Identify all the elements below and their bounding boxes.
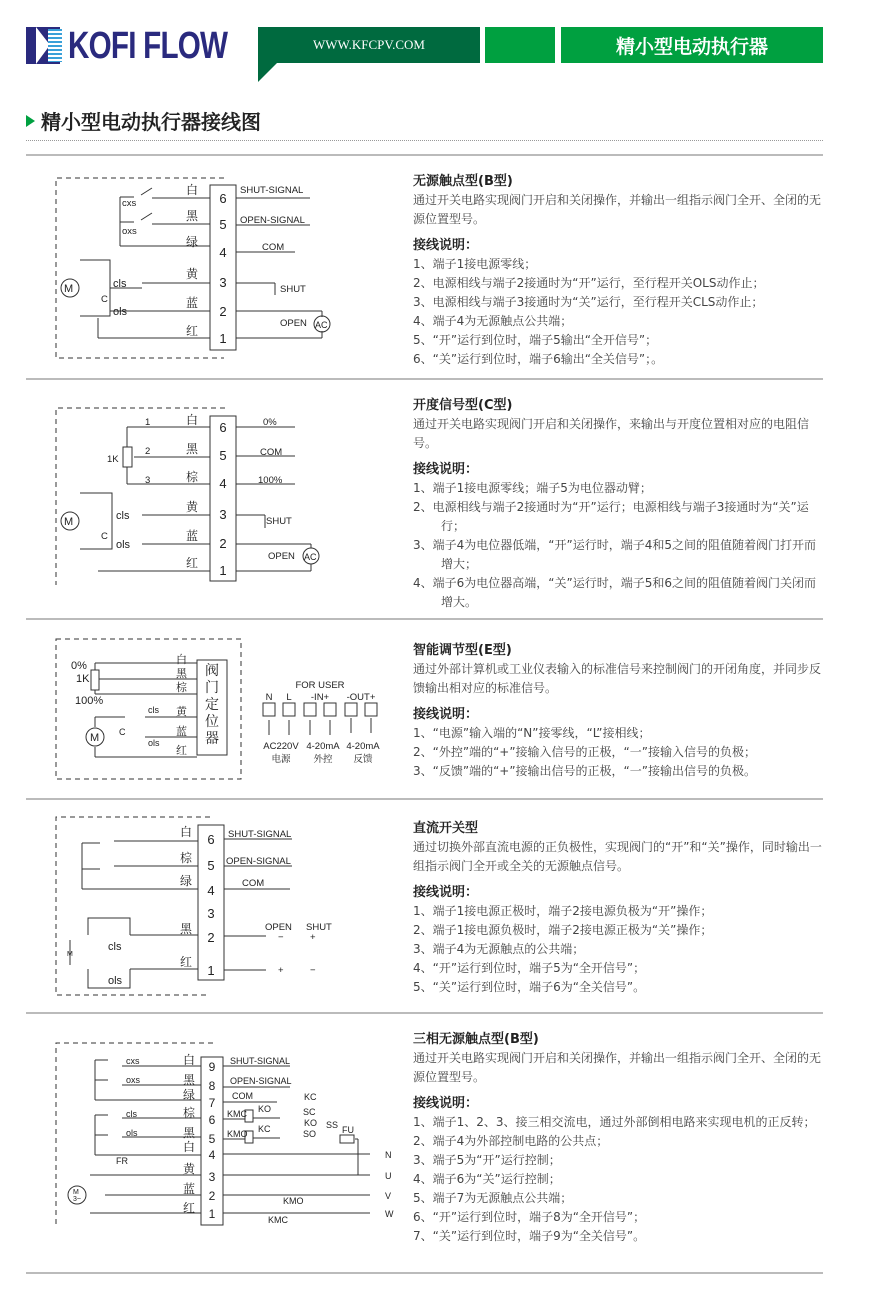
wire-color-label: 红 <box>183 1201 196 1215</box>
wire-color-label: 白 <box>176 654 187 666</box>
switch-label: ols <box>113 306 128 318</box>
terminal-number: 4 <box>219 476 227 491</box>
pot-pin-label: 2 <box>145 446 151 457</box>
terminal-number: 7 <box>208 1096 216 1110</box>
motor-icon: M <box>73 1189 79 1196</box>
wire-color-label: 黄 <box>186 500 199 514</box>
polarity-sign: − <box>310 965 316 976</box>
wire-color-label: 红 <box>186 324 199 338</box>
terminal-number: 5 <box>207 858 215 873</box>
terminal-number: 6 <box>207 832 215 847</box>
terminal-head-label: N <box>265 692 273 703</box>
terminal-number: 1 <box>219 331 227 346</box>
switch-label: cls <box>108 941 122 953</box>
switch-label: cls <box>126 1109 137 1119</box>
relay-label: KO <box>258 1104 272 1114</box>
contactor-label: KMC <box>268 1215 288 1225</box>
terminal-number: 3 <box>208 1170 216 1184</box>
relay-label: KC <box>304 1092 317 1102</box>
wiring-note-item: 1、端子1接电源正极时，端子2接电源负极为“开”操作； <box>413 904 713 918</box>
terminal-number: 3 <box>219 507 227 522</box>
wire-color-label: 白 <box>183 1140 196 1154</box>
motor-phase-label: 3~ <box>73 1196 81 1203</box>
pot-high-label: 100% <box>75 695 104 707</box>
output-label: SHUT-SIGNAL <box>230 1056 291 1066</box>
section-heading: 无源触点型(B型) <box>413 174 513 189</box>
wire-color-label: 黄 <box>183 1162 196 1176</box>
group-name-label: 电源 <box>271 754 291 765</box>
wiring-notes-heading: 接线说明： <box>413 885 479 900</box>
wire-color-label: 蓝 <box>186 296 199 310</box>
terminal-head-label: -IN+ <box>310 692 330 703</box>
wiring-note-item: 3、端子4为无源触点的公共端； <box>413 942 585 956</box>
output-label: COM <box>262 242 285 253</box>
wire-color-label: 棕 <box>176 682 187 694</box>
contactor-label: KMO <box>283 1196 304 1206</box>
wiring-note-item: 4、端子4为无源触点公共端； <box>413 314 573 328</box>
wire-color-label: 红 <box>180 955 193 969</box>
terminal-number: 9 <box>208 1060 216 1074</box>
wiring-note-item: 3、电源相线与端子3接通时为“关”运行，至行程开关CLS动作止； <box>413 295 764 309</box>
signal-label: 4-20mA <box>306 741 340 752</box>
product-title: 精小型电动执行器 <box>561 27 823 63</box>
terminal-number: 4 <box>219 245 227 260</box>
section-description: 通过开关电路实现阀门开启和关闭操作，并输出一组指示阀门全开、全闭的无源位置型号。 <box>413 1051 822 1084</box>
potentiometer-label: 1K <box>107 454 119 465</box>
wiring-note-item: 2、端子1接电源负极时，端子2接电源正极为“关”操作； <box>413 923 713 937</box>
pot-pin-label: 1 <box>145 417 151 428</box>
switch-label: cls <box>116 510 130 522</box>
wire-color-label: 黑 <box>183 1073 196 1087</box>
wire-color-label: 黑 <box>186 209 199 223</box>
terminal-number: 1 <box>208 1207 216 1221</box>
terminal-number: 6 <box>208 1113 216 1127</box>
polarity-sign: + <box>310 932 316 943</box>
relay-label: KMC <box>227 1109 247 1119</box>
terminal-number: 2 <box>208 1189 216 1203</box>
polarity-head: OPEN <box>265 922 292 933</box>
output-label: COM <box>242 878 265 889</box>
switch-label: ols <box>126 1128 138 1138</box>
terminal-number: 5 <box>219 448 227 463</box>
pot-low-label: 0% <box>71 660 87 672</box>
wiring-note-item: 2、电源相线与端子2接通时为“开”运行，至行程开关OLS动作止； <box>413 276 765 290</box>
switch-label: oxs <box>122 226 137 237</box>
output-label: OPEN-SIGNAL <box>230 1076 292 1086</box>
terminal-number: 8 <box>208 1079 216 1093</box>
terminal-number: 1 <box>207 963 215 978</box>
motor-icon: M <box>64 516 74 528</box>
wiring-note-item: 7、“关”运行到位时，端子9为“全关信号”。 <box>413 1229 646 1243</box>
section-heading: 智能调节型(E型) <box>413 643 512 658</box>
motor-icon: M <box>64 283 74 295</box>
section-heading: 直流开关型 <box>413 821 479 836</box>
wiring-note-item: 2、“外控”端的“+”接输入信号的正极，“一”接输入信号的负极； <box>413 745 756 759</box>
capacitor-label: C <box>101 531 108 542</box>
wiring-note-item: 5、端子7为无源触点公共端； <box>413 1191 573 1205</box>
relay-label: KMO <box>227 1129 248 1139</box>
wire-color-label: 蓝 <box>186 529 199 543</box>
wire-color-label: 白 <box>186 183 199 197</box>
terminal-number: 2 <box>219 536 227 551</box>
valve-positioner-label: 阀门定位器 <box>205 663 219 747</box>
switch-label: cxs <box>126 1056 140 1066</box>
group-name-label: 外控 <box>313 754 333 765</box>
output-label: OPEN-SIGNAL <box>226 856 291 867</box>
wire-color-label: 黑 <box>186 442 199 456</box>
polarity-head: SHUT <box>306 922 332 933</box>
wire-color-label: 蓝 <box>183 1182 196 1196</box>
output-label: COM <box>260 447 283 458</box>
motor-icon: M <box>90 732 100 744</box>
terminal-number: 6 <box>219 191 227 206</box>
switch-label: SS <box>326 1120 339 1130</box>
wiring-note-item: 4、端子6为电位器高端，“关”运行时，端子5和6之间的阻值随着阀门关闭而增大。 <box>413 576 816 609</box>
terminal-number: 5 <box>208 1132 216 1146</box>
switch-label: cls <box>113 278 127 290</box>
output-label: OPEN <box>268 551 295 562</box>
terminal-number: 4 <box>207 883 215 898</box>
signal-label: AC220V <box>263 741 299 752</box>
fr-label: FR <box>116 1156 128 1166</box>
ac-source-icon: AC <box>304 552 317 562</box>
wiring-note-item: 4、“开”运行到位时，端子5为“全开信号”； <box>413 961 646 975</box>
wire-color-label: 黑 <box>180 922 193 936</box>
wiring-note-item: 2、电源相线与端子2接通时为“开”运行；电源相线与端子3接通时为“关”运行； <box>413 500 809 533</box>
switch-label: SC <box>303 1107 316 1117</box>
page-title-text: 精小型电动执行器接线图 <box>41 110 261 134</box>
phase-label: N <box>385 1150 392 1160</box>
wire-color-label: 棕 <box>186 470 199 484</box>
output-label: 100% <box>258 475 283 486</box>
wire-color-label: 黑 <box>176 668 187 680</box>
output-label: COM <box>232 1091 253 1101</box>
wire-color-label: 黑 <box>183 1126 196 1140</box>
wiring-note-item: 6、“关”运行到位时，端子6输出“全关信号”；。 <box>413 352 664 366</box>
relay-label: KO <box>304 1118 318 1128</box>
polarity-sign: + <box>278 965 284 976</box>
logo-text: KOFI FLOW <box>68 25 228 67</box>
wiring-note-item: 6、“开”运行到位时，端子8为“全开信号”； <box>413 1210 646 1224</box>
output-label: OPEN <box>280 318 307 329</box>
output-label: SHUT <box>266 516 292 527</box>
terminal-number: 3 <box>219 275 227 290</box>
terminal-head-label: -OUT+ <box>346 692 376 703</box>
wiring-note-item: 1、“电源”输入端的“N”接零线，“L”接相线； <box>413 726 651 740</box>
output-label: OPEN-SIGNAL <box>240 215 305 226</box>
output-label: SHUT-SIGNAL <box>240 185 304 196</box>
wiring-note-item: 3、“反馈”端的“+”接输出信号的正极，“一”接输出信号的负极。 <box>413 764 756 778</box>
output-label: 0% <box>263 417 277 428</box>
terminal-number: 1 <box>219 563 227 578</box>
section-description: 通过外部计算机或工业仪表输入的标准信号来控制阀门的开闭角度，并同步反馈输出相对应的标准信号。 <box>413 662 822 695</box>
section-description: 通过开关电路实现阀门开启和关闭操作，并输出一组指示阀门全开、全闭的无源位置型号。 <box>413 193 822 226</box>
wire-color-label: 白 <box>183 1053 196 1067</box>
wire-color-label: 蓝 <box>176 726 187 738</box>
wiring-note-item: 4、端子6为“关”运行控制； <box>413 1172 561 1186</box>
output-label: SHUT <box>280 284 306 295</box>
wire-color-label: 绿 <box>180 874 193 888</box>
pot-pin-label: 3 <box>145 475 151 486</box>
switch-label: ols <box>116 539 131 551</box>
wire-color-label: 绿 <box>186 235 199 249</box>
terminal-number: 4 <box>208 1148 216 1162</box>
for-user-label: FOR USER <box>295 680 345 691</box>
terminal-head-label: L <box>286 692 292 703</box>
fuse-label: FU <box>342 1125 354 1135</box>
switch-label: ols <box>108 975 123 987</box>
wiring-note-item: 3、端子5为“开”运行控制； <box>413 1153 561 1167</box>
capacitor-label: C <box>101 294 108 305</box>
wiring-note-item: 1、端子1接电源零线；端子5为电位器动臂； <box>413 481 652 495</box>
wire-color-label: 白 <box>180 825 193 839</box>
wiring-note-item: 5、“关”运行到位时，端子6为“全关信号”。 <box>413 980 646 994</box>
wiring-note-item: 2、端子4为外部控制电路的公共点； <box>413 1134 609 1148</box>
potentiometer-label: 1K <box>76 673 90 685</box>
wire-color-label: 红 <box>186 556 199 570</box>
section-description: 通过开关电路实现阀门开启和关闭操作，来输出与开度位置相对应的电阻信号。 <box>413 417 810 450</box>
polarity-sign: − <box>278 932 284 943</box>
section-description: 通过切换外部直流电源的正负极性，实现阀门的“开”和“关”操作，同时输出一组指示阀门全开或全关的无源触点信号。 <box>413 840 822 873</box>
capacitor-label: C <box>119 727 126 737</box>
output-label: SHUT-SIGNAL <box>228 829 292 840</box>
wire-color-label: 棕 <box>183 1106 196 1120</box>
wire-color-label: 绿 <box>183 1088 196 1102</box>
wiring-note-item: 1、端子1、2、3、接三相交流电，通过外部倒相电路来实现电机的正反转； <box>413 1115 816 1129</box>
wire-color-label: 黄 <box>186 267 199 281</box>
signal-label: 4-20mA <box>346 741 380 752</box>
terminal-number: 5 <box>219 217 227 232</box>
wiring-note-item: 5、“开”运行到位时，端子5输出“全开信号”； <box>413 333 658 347</box>
motor-icon: M <box>67 951 73 958</box>
switch-label: oxs <box>126 1075 141 1085</box>
terminal-number: 2 <box>219 304 227 319</box>
wiring-notes-heading: 接线说明： <box>413 238 479 253</box>
switch-label: SO <box>303 1129 317 1139</box>
website-url[interactable]: WWW.KFCPV.COM <box>258 27 480 63</box>
terminal-number: 2 <box>207 930 215 945</box>
wire-color-label: 棕 <box>180 851 193 865</box>
wiring-notes-heading: 接线说明： <box>413 707 479 722</box>
phase-label: V <box>385 1191 392 1201</box>
wiring-notes-heading: 接线说明： <box>413 1096 479 1111</box>
switch-label: ols <box>148 738 160 748</box>
section-heading: 三相无源触点型(B型) <box>413 1032 539 1047</box>
wire-color-label: 红 <box>176 745 187 757</box>
group-name-label: 反馈 <box>353 754 373 765</box>
wiring-notes-heading: 接线说明： <box>413 462 479 477</box>
wire-color-label: 白 <box>186 413 199 427</box>
switch-label: cxs <box>122 198 137 209</box>
wiring-note-item: 1、端子1接电源零线； <box>413 257 537 271</box>
section-heading: 开度信号型(C型) <box>413 398 513 413</box>
terminal-number: 6 <box>219 420 227 435</box>
switch-label: cls <box>148 705 159 715</box>
wiring-note-item: 3、端子4为电位器低端，“开”运行时，端子4和5之间的阻值随着阀门打开而增大； <box>413 538 816 571</box>
phase-label: U <box>385 1171 392 1181</box>
relay-label: KC <box>258 1124 271 1134</box>
terminal-number: 3 <box>207 906 215 921</box>
ac-source-icon: AC <box>315 320 328 330</box>
wire-color-label: 黄 <box>176 706 187 718</box>
phase-label: W <box>385 1209 394 1219</box>
